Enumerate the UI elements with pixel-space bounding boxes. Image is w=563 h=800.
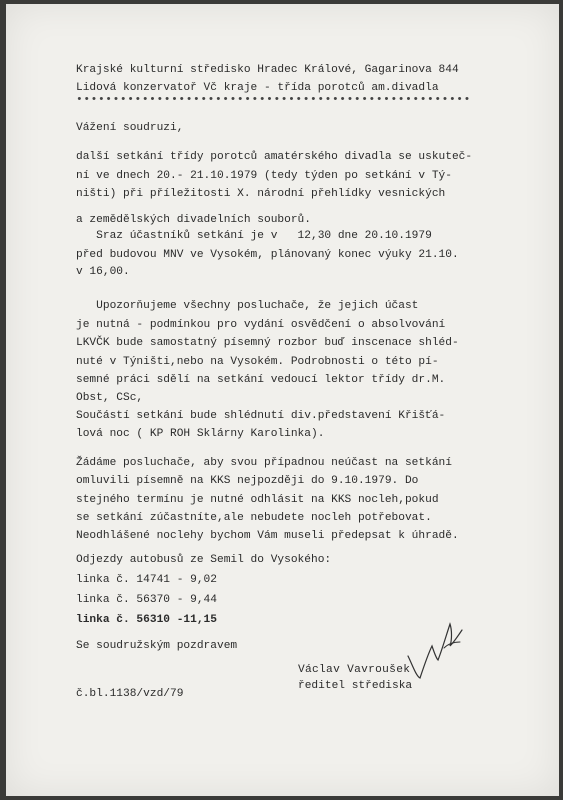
signature-name: Václav Vavroušek — [298, 664, 411, 676]
reference-number: č.bl.1138/vzd/79 — [76, 688, 184, 700]
para2-line: Sraz účastníků setkání je v 12,30 dne 20.10.1979 — [76, 230, 432, 242]
para4-line: se setkání zúčastníte,ale nebudete nocleh potřebovat. — [76, 512, 432, 524]
header-department: Lidová konzervatoř Vč kraje - třída porotců am.divadla — [76, 82, 439, 94]
bus-line: linka č. 56310 -11,15 — [76, 614, 217, 626]
para3-line: lová noc ( KP ROH Sklárny Karolinka). — [76, 428, 325, 440]
para3-line: je nutná - podmínkou pro vydání osvědčení o absolvování — [76, 319, 446, 331]
handwritten-signature — [398, 606, 478, 686]
para1-line: a zemědělských divadelních souborů. — [76, 214, 311, 226]
para4-line: Neodhlášené noclehy bychom Vám museli předepsat k úhradě. — [76, 530, 459, 542]
para4-line: Žádáme posluchače, aby svou případnou neúčast na setkání — [76, 457, 452, 469]
closing: Se soudružským pozdravem — [76, 640, 238, 652]
para4-line: stejného termínu je nutné odhlásit na KKS nocleh,pokud — [76, 494, 439, 506]
para1-line: další setkání třídy porotců amatérského divadla se uskuteč- — [76, 151, 473, 163]
para3-line: Upozorňujeme všechny posluchače, že jejich účast — [76, 300, 419, 312]
salutation: Vážení soudruzi, — [76, 122, 184, 134]
header-organization: Krajské kulturní středisko Hradec Králové, Gagarinova 844 — [76, 64, 459, 76]
para3-line: semné práci sdělí na setkání vedoucí lektor třídy dr.M. — [76, 374, 446, 386]
bus-line: linka č. 14741 - 9,02 — [76, 574, 217, 586]
para1-line: ní ve dnech 20.- 21.10.1979 (tedy týden po setkání v Tý- — [76, 170, 452, 182]
para3-line: Součástí setkání bude shlédnutí div.představení Křišťá- — [76, 410, 446, 422]
para4-line: omluvili písemně na KKS nejpozději do 9.10.1979. Do — [76, 475, 419, 487]
signature-title: ředitel střediska — [298, 680, 413, 692]
para3-line: nuté v Týništi,nebo na Vysokém. Podrobnosti o této pí- — [76, 356, 439, 368]
para2-line: před budovou MNV ve Vysokém, plánovaný konec výuky 21.10. — [76, 249, 459, 261]
bus-departures-title: Odjezdy autobusů ze Semil do Vysokého: — [76, 554, 332, 566]
para3-line: Obst, CSc, — [76, 392, 144, 404]
para2-line: v 16,00. — [76, 266, 130, 278]
para3-line: LKVČK bude samostatný písemný rozbor buď inscenace shléd- — [76, 337, 459, 349]
para1-line: ništi) při příležitosti X. národní přehlídky vesnických — [76, 188, 446, 200]
letter-page — [6, 4, 559, 796]
header-dotted-rule: •••••••••••••••••••••••••••••••••••••••••••••••••••••• — [76, 94, 471, 106]
bus-line: linka č. 56370 - 9,44 — [76, 594, 217, 606]
